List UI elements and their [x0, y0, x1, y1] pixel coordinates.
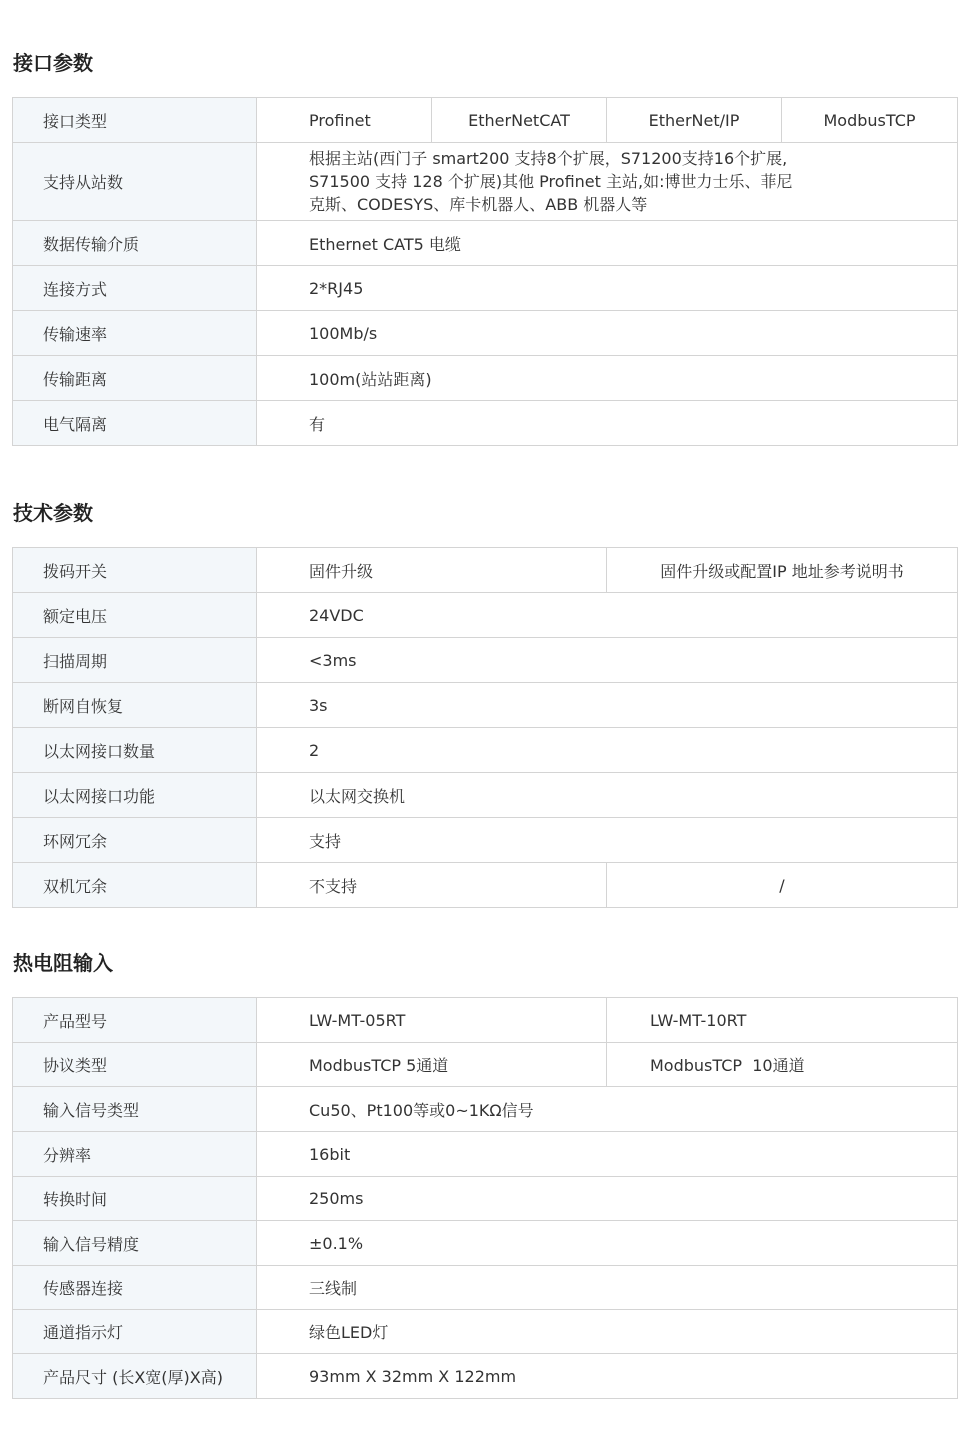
row-label: 输入信号精度 [13, 1221, 257, 1266]
row-value: 有 [257, 401, 958, 446]
row-label: 拨码开关 [13, 548, 257, 593]
row-label: 传输速率 [13, 311, 257, 356]
row-value: <3ms [257, 638, 958, 683]
table-row [13, 818, 958, 863]
table-row [13, 356, 958, 401]
row-label: 输入信号类型 [13, 1087, 257, 1132]
table-row [13, 1354, 958, 1399]
row-label: 协议类型 [13, 1043, 257, 1087]
row-label: 数据传输介质 [13, 221, 257, 266]
section-title-technical: 技术参数 [13, 501, 93, 525]
table-row [13, 1177, 958, 1221]
table-row [13, 1221, 958, 1266]
table-row [13, 143, 958, 221]
row-value: 绿色LED灯 [257, 1310, 958, 1354]
table-row [13, 401, 958, 446]
row-label: 通道指示灯 [13, 1310, 257, 1354]
row-note: 固件升级或配置IP 地址参考说明书 [607, 548, 958, 593]
row-label: 产品型号 [13, 998, 257, 1043]
row-label: 扫描周期 [13, 638, 257, 683]
row-label: 分辨率 [13, 1132, 257, 1177]
slave-line-2: S71500 支持 128 个扩展)其他 Profinet 主站,如:博世力士乐、菲尼 [309, 172, 793, 191]
row-value: 三线制 [257, 1266, 958, 1310]
row-value: 支持 [257, 818, 958, 863]
protocol-5ch: ModbusTCP 5通道 [257, 1043, 607, 1087]
table-row [13, 728, 958, 773]
row-value: 3s [257, 683, 958, 728]
row-value [257, 143, 958, 221]
row-value: Ethernet CAT5 电缆 [257, 221, 958, 266]
row-label: 以太网接口功能 [13, 773, 257, 818]
model-05rt: LW-MT-05RT [257, 998, 607, 1043]
interface-params-table [12, 97, 958, 446]
row-value: Cu50、Pt100等或0~1KΩ信号 [257, 1087, 958, 1132]
table-row [13, 638, 958, 683]
row-value: 100Mb/s [257, 311, 958, 356]
section-title-interface: 接口参数 [13, 51, 93, 75]
row-value: 93mm X 32mm X 122mm [257, 1354, 958, 1399]
row-label: 传输距离 [13, 356, 257, 401]
interface-option-ethernet-ip: EtherNet/IP [607, 98, 782, 143]
interface-option-profinet: Profinet [257, 98, 432, 143]
row-value: 2 [257, 728, 958, 773]
row-label: 额定电压 [13, 593, 257, 638]
rtd-input-table [12, 997, 958, 1399]
row-label: 以太网接口数量 [13, 728, 257, 773]
table-row [13, 593, 958, 638]
interface-option-ethercat: EtherNetCAT [432, 98, 607, 143]
row-value: 16bit [257, 1132, 958, 1177]
row-label: 传感器连接 [13, 1266, 257, 1310]
table-row [13, 221, 958, 266]
slave-line-3: 克斯、CODESYS、库卡机器人、ABB 机器人等 [309, 195, 648, 214]
technical-params-table [12, 547, 958, 908]
table-row [13, 1132, 958, 1177]
model-10rt: LW-MT-10RT [607, 998, 958, 1043]
row-label: 接口类型 [13, 98, 257, 143]
row-label: 双机冗余 [13, 863, 257, 908]
table-row [13, 98, 958, 143]
table-row [13, 1087, 958, 1132]
row-value: 以太网交换机 [257, 773, 958, 818]
table-row [13, 1266, 958, 1310]
table-row [13, 998, 958, 1043]
row-note: / [607, 863, 958, 908]
table-row [13, 311, 958, 356]
row-label: 环网冗余 [13, 818, 257, 863]
row-value: 250ms [257, 1177, 958, 1221]
row-value: 不支持 [257, 863, 607, 908]
row-value: 24VDC [257, 593, 958, 638]
slave-line-1: 根据主站(西门子 smart200 支持8个扩展，S71200支持16个扩展, [309, 149, 788, 168]
row-label: 产品尺寸 (长X宽(厚)X高) [13, 1354, 257, 1399]
protocol-10ch: ModbusTCP 10通道 [607, 1043, 958, 1087]
table-row [13, 863, 958, 908]
table-row [13, 548, 958, 593]
row-value: 固件升级 [257, 548, 607, 593]
row-label: 支持从站数 [13, 143, 257, 221]
row-value: ±0.1% [257, 1221, 958, 1266]
row-label: 电气隔离 [13, 401, 257, 446]
row-value: 2*RJ45 [257, 266, 958, 311]
row-value: 100m(站站距离) [257, 356, 958, 401]
table-row [13, 1310, 958, 1354]
table-row [13, 1043, 958, 1087]
row-label: 连接方式 [13, 266, 257, 311]
interface-option-modbustcp: ModbusTCP [782, 98, 958, 143]
table-row [13, 266, 958, 311]
section-title-rtd: 热电阻输入 [13, 951, 113, 975]
row-label: 转换时间 [13, 1177, 257, 1221]
row-label: 断网自恢复 [13, 683, 257, 728]
table-row [13, 683, 958, 728]
table-row [13, 773, 958, 818]
